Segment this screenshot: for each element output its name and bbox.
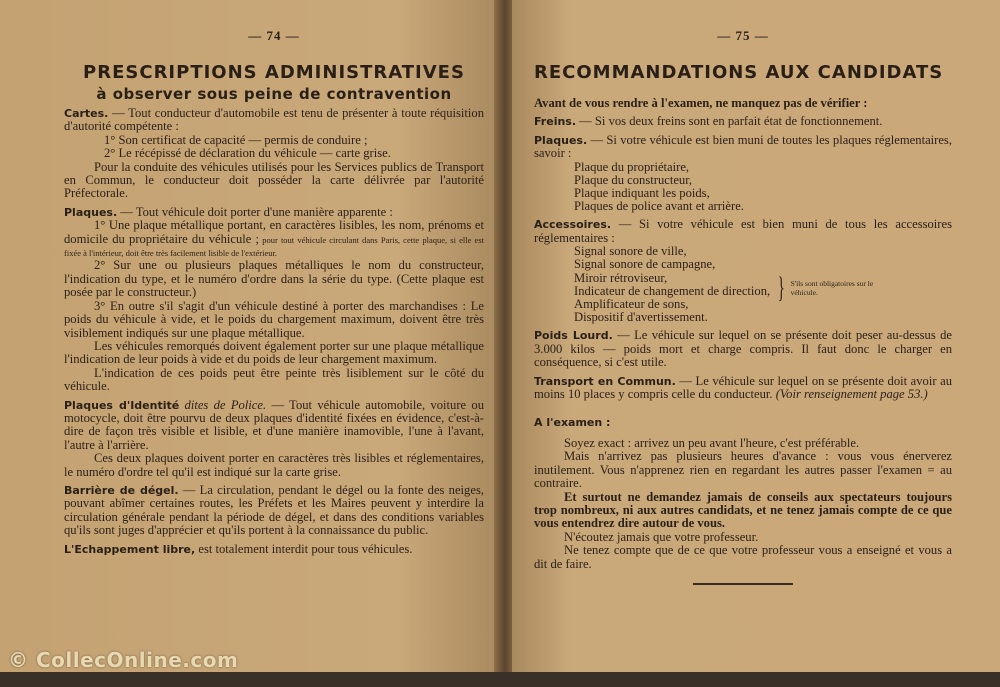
list-item: Dispositif d'avertissement. <box>574 310 708 325</box>
list-item: Plaque du propriétaire, <box>574 159 690 174</box>
identite-para: Ces deux plaques doivent porter en caractères très lisibles et réglementaires, le numéro d'ordre tel qu'il est indiqué sur la carte grise. <box>64 451 484 479</box>
examen-section <box>534 416 952 429</box>
echappement-label: L'Echappement libre, <box>64 542 196 556</box>
cartes-item-1: 1° Son certificat de capacité — permis de conduire ; <box>104 132 368 147</box>
plaques-check-section: Plaques. — Si votre véhicule est bien muni de toutes les plaques réglementaires, savoir : <box>534 132 952 161</box>
cartes-section: Cartes. — Tout conducteur d'automobile est tenu de présenter à toute réquisition d'autorité compétente : <box>64 106 484 134</box>
examen-p3: Et surtout ne demandez jamais de conseils aux spectateurs toujours trop nombreux, ni aux autres candidats, et ne tenez jamais compte de ce que vous entendrez dire autour de vous. <box>534 489 952 531</box>
cartes-para: Pour la conduite des véhicules utilisés pour les Services publics de Transport en Commun, le conducteur doit posséder la carte délivrée par l'autorité Préfectorale. <box>64 159 484 201</box>
page-number-left: — 74 — <box>248 28 300 43</box>
transport-section: Transport en Commun. — Le véhicule sur lequel on se présente doit avoir au moins 10 places y compris celle du conducteur. (Voir renseignement page 53.) <box>534 373 952 402</box>
list-item: Plaque indiquant les poids, <box>574 186 710 201</box>
right-page <box>512 0 1000 675</box>
examen-label: A l'examen : <box>534 415 611 429</box>
accessoires-note: S'ils sont obligatoires sur le véhicule. <box>790 279 874 298</box>
list-item: Plaque du constructeur, <box>574 172 693 187</box>
brace-icon: } <box>777 271 785 305</box>
plaques-item-1: 1° Une plaque métallique portant, en caractères lisibles, les nom, prénoms et domicile du propriétaire du véhicule ; pour tout véhicule circulant dans Paris, cette plaque, si elle est fixée à l'intérieur, doit être très facilement lisible de l'extérieur. <box>64 218 484 259</box>
freins-label: Freins. <box>534 115 577 129</box>
intro-text: Avant de vous rendre à l'examen, ne manquez pas de vérifier : <box>534 96 868 110</box>
poids-label: Poids Lourd. <box>534 329 613 343</box>
identite-section: Plaques d'Identité dites de Police. — Tout véhicule automobile, voiture ou motocycle, doit être pourvu de deux plaques d'identité fixées en évidence, c'est-à-dire de façon très visible et lisible, et d'une manière inamovible, l'une à l'avant, l'autre à l'arrière. <box>64 397 485 452</box>
degel-label: Barrière de dégel. <box>64 483 179 497</box>
accessoires-list <box>534 245 770 324</box>
plaques-section: Plaques. — Tout véhicule doit porter d'une manière apparente : <box>64 204 393 219</box>
list-item: Indicateur de changement de direction, <box>574 283 771 298</box>
list-item: Signal sonore de campagne, <box>574 257 716 272</box>
transport-label: Transport en Commun. <box>534 374 676 388</box>
accessoires-section: Accessoires. — Si votre véhicule est bien muni de tous les accessoires réglementaires : <box>534 217 952 245</box>
end-rule <box>693 583 793 585</box>
accessoires-brace-note <box>774 273 900 303</box>
plaques-check-label: Plaques. <box>534 133 588 147</box>
transport-ref: (Voir renseignement page 53.) <box>775 387 928 402</box>
list-item: Amplificateur de sons, <box>574 297 689 312</box>
page-number-right: — 75 — <box>717 28 769 43</box>
examen-p1: Soyez exact : arrivez un peu avant l'heure, c'est préférable. <box>564 435 860 450</box>
left-subtitle: à observer sous peine de contravention <box>96 85 452 103</box>
left-title: PRESCRIPTIONS ADMINISTRATIVES <box>83 62 465 83</box>
accessoires-label: Accessoires. <box>534 218 612 232</box>
list-item: Miroir rétroviseur, <box>574 270 668 285</box>
echappement-section: L'Echappement libre, est totalement interdit pour tous véhicules. <box>64 541 413 556</box>
accessoires-block <box>534 245 952 324</box>
list-item: Signal sonore de ville, <box>574 244 687 259</box>
cartes-label: Cartes. <box>64 107 109 120</box>
watermark: © CollecOnline.com <box>8 648 239 672</box>
examen-p5: Ne tenez compte que de ce que votre professeur vous a enseigné et vous a dit de faire. <box>534 543 952 571</box>
plaques-para-2: L'indication de ces poids peut être peinte très lisiblement sur le côté du véhicule. <box>64 365 484 394</box>
left-page <box>0 0 498 675</box>
identite-label: Plaques d'Identité <box>64 398 180 412</box>
poids-section: Poids Lourd. — Le véhicule sur lequel on se présente doit peser au-dessus de 3.000 kilos — poids mort et charge compris. Il faut donc le charger en conséquence, si c'est utile. <box>534 328 952 370</box>
cartes-item-2: 2° Le récépissé de déclaration du véhicule — carte grise. <box>104 146 391 161</box>
plaques-para-1: Les véhicules remorqués doivent également porter sur une plaque métallique l'indication de leur poids à vide et du poids de leur chargement maximum. <box>64 338 484 367</box>
freins-section: Freins. — Si vos deux freins sont en parfait état de fonctionnement. <box>534 114 883 129</box>
plaques-label: Plaques. <box>64 205 118 219</box>
bottom-edge <box>0 672 1000 687</box>
list-item: Plaques de police avant et arrière. <box>574 199 744 214</box>
plaques-item-2: 2° Sur une ou plusieurs plaques métalliques le nom du constructeur, l'indication du type, et le numéro d'ordre dans la série du type. (Cette plaque est posée par le constructeur.) <box>64 258 484 300</box>
degel-section: Barrière de dégel. — La circulation, pendant le dégel ou la fonte des neiges, pouvant abîmer certaines routes, les Préfets et les Maires peuvent y interdire la circulation générale pendant la période de dégel, et dans des conditions variables qu'ils sont juges d'apprécier et qu'ils portent à la connaissance du public. <box>64 482 484 538</box>
examen-p2: Mais n'arrivez pas plusieurs heures d'avance : vous vous énerverez inutilement. Vous n'apprenez rien en regardant les autres passer l'examen = au contraire. <box>534 449 952 491</box>
plaques-item-3: 3° En outre s'il s'agit d'un véhicule destiné à porter des marchandises : Le poids du véhicule à vide, et le poids du chargement maximum, doivent être très visiblement indiqués sur une plaque métallique. <box>64 298 484 340</box>
examen-p4: N'écoutez jamais que votre professeur. <box>564 529 759 544</box>
plaques-list <box>534 161 952 214</box>
right-title: RECOMMANDATIONS AUX CANDIDATS <box>534 62 944 83</box>
